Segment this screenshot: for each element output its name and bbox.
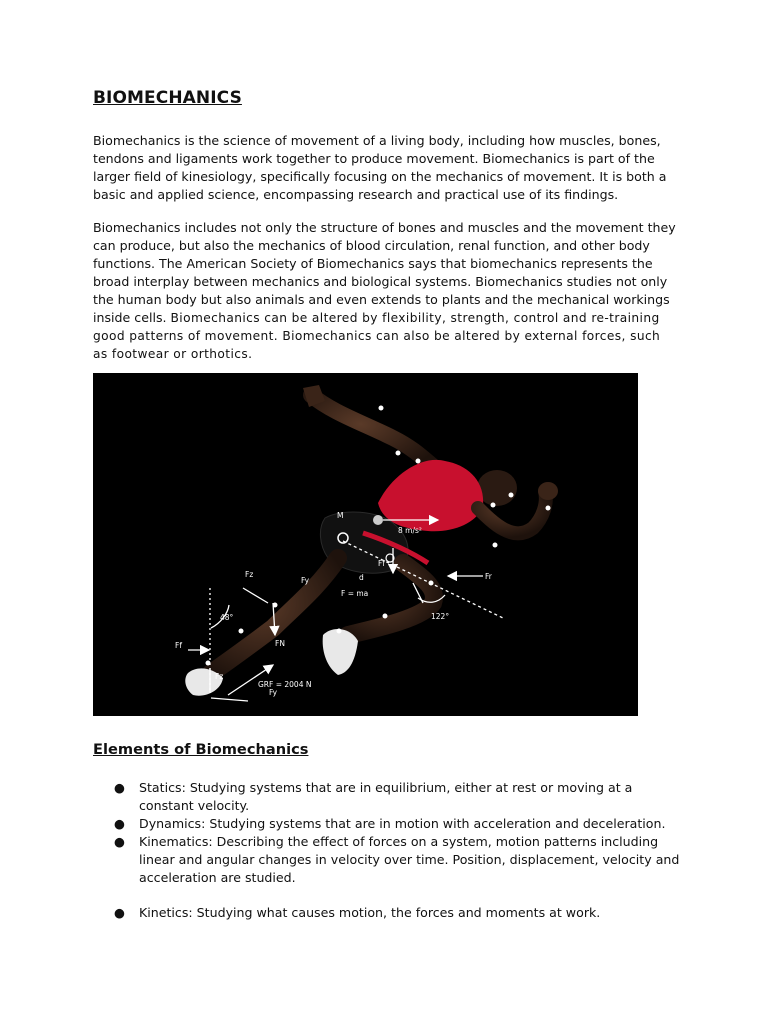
page-title: BIOMECHANICS bbox=[93, 88, 242, 108]
bullet-icon: ● bbox=[114, 816, 125, 831]
list-item-text: Kinetics: Studying what causes motion, the forces and moments at work. bbox=[139, 905, 601, 920]
label-fy-bottom: Fy bbox=[269, 688, 278, 697]
bullet-icon: ● bbox=[114, 780, 125, 795]
label-angle-knee: 122° bbox=[431, 612, 450, 621]
label-m: M bbox=[337, 511, 344, 520]
sprinter-biomechanics-figure bbox=[93, 373, 638, 716]
list-item-text: Kinematics: Describing the effect of forces on a system, motion patterns including linear and angular changes in velocity over time. Position, displacement, velocity and acceleration are studied. bbox=[139, 834, 680, 885]
label-ff-left: Ff bbox=[175, 641, 182, 650]
label-force-law: F = ma bbox=[341, 589, 369, 598]
label-velocity: 8 m/s² bbox=[398, 526, 422, 535]
elements-heading: Elements of Biomechanics bbox=[93, 741, 309, 758]
list-item bbox=[111, 779, 686, 815]
second-paragraph-tail: Biomechanics can be altered by flexibility, strength, control and re-training good patterns of movement. Biomechanics can also be altered by external forces, such as footwear or orthotics. bbox=[93, 311, 661, 361]
label-fn: FN bbox=[275, 639, 285, 648]
raised-arm bbox=[311, 395, 435, 468]
second-paragraph bbox=[93, 219, 678, 363]
second-paragraph-main: Biomechanics includes not only the structure of bones and muscles and the movement they can produce, but also the mechanics of blood circulation, renal function, and other body functions. The American Society of Biomechanics says that biomechanics represents the broad interplay between mechanics and biological systems. Biomechanics studies not only the human body but also animals and even extends to plants and the mechanical workings inside cells. bbox=[93, 220, 676, 325]
forward-fist bbox=[538, 482, 558, 500]
label-fr: Fr bbox=[485, 572, 492, 581]
label-fz-bottom: Fz bbox=[215, 672, 224, 681]
label-fz-top: Fz bbox=[245, 570, 254, 579]
sprinter-illustration bbox=[93, 373, 638, 716]
elements-list bbox=[111, 779, 686, 922]
intro-paragraph: Biomechanics is the science of movement of a living body, including how muscles, bones, tendons and ligaments work together to produce movement. Biomechanics is part of the larger field of kinesiology, specifically focusing on the mechanics of movement. It is both a basic and applied science, encompassing research and practical use of its findings. bbox=[93, 133, 667, 202]
label-angle-ankle: 48° bbox=[220, 613, 234, 622]
bullet-icon: ● bbox=[114, 905, 125, 920]
front-shoe bbox=[323, 629, 358, 675]
bullet-icon: ● bbox=[114, 834, 125, 849]
list-item-text: Statics: Studying systems that are in equilibrium, either at rest or moving at a constant velocity. bbox=[139, 780, 633, 813]
label-grf: GRF = 2004 N bbox=[258, 680, 312, 689]
list-item bbox=[111, 833, 686, 887]
list-item-text: Dynamics: Studying systems that are in motion with acceleration and deceleration. bbox=[139, 816, 666, 831]
label-fy-top: Fy bbox=[301, 576, 310, 585]
list-item bbox=[111, 904, 686, 922]
list-item bbox=[111, 815, 686, 833]
label-ff-mid: Ff bbox=[378, 559, 385, 568]
label-d: d bbox=[359, 573, 364, 582]
